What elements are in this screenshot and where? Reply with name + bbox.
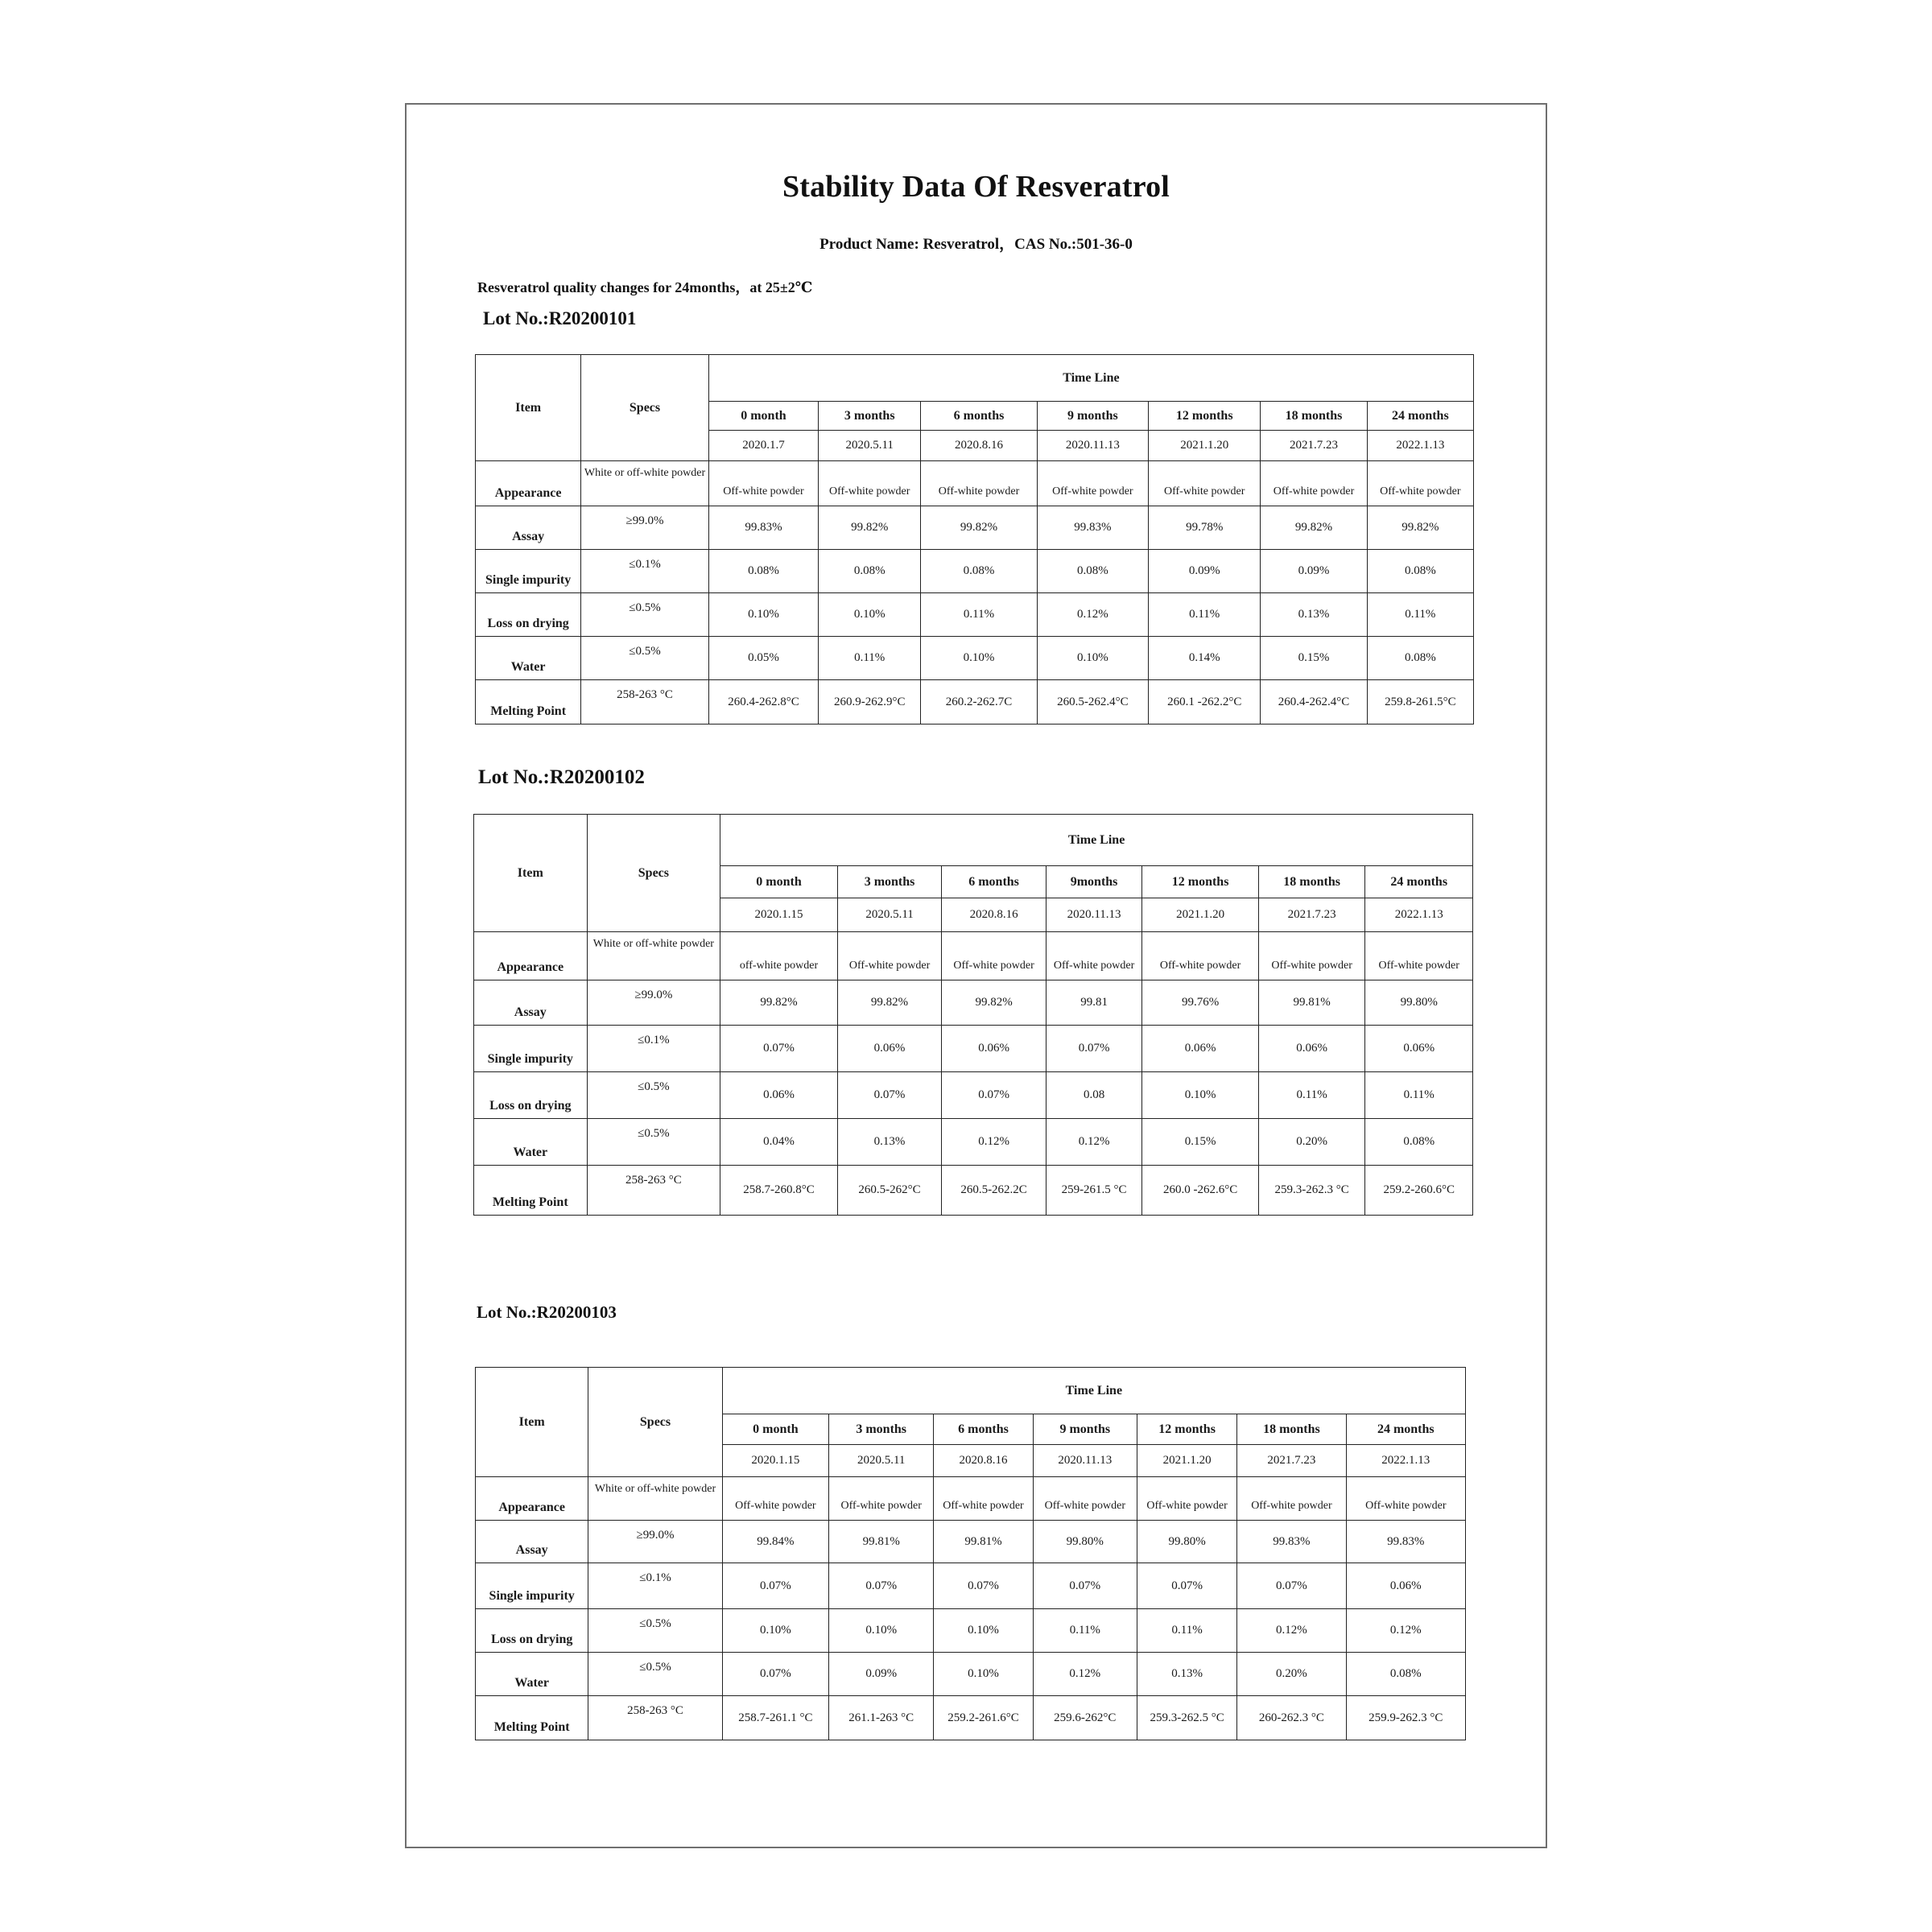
spec-water: ≤0.5% [581, 637, 709, 680]
test-date: 2020.1.15 [722, 1445, 828, 1477]
month-header: 24 months [1367, 402, 1473, 431]
value-single-impurity: 0.07% [829, 1563, 934, 1609]
row-label-single-impurity: Single impurity [476, 1563, 588, 1609]
month-header: 6 months [942, 866, 1046, 898]
test-date: 2020.8.16 [942, 898, 1046, 932]
value-melting-point: 258.7-260.8°C [720, 1166, 838, 1216]
month-header: 18 months [1261, 402, 1367, 431]
test-date: 2021.7.23 [1258, 898, 1365, 932]
test-date: 2020.11.13 [1037, 431, 1148, 461]
test-date: 2021.7.23 [1261, 431, 1367, 461]
row-label-appearance: Appearance [476, 461, 581, 506]
spec-melting-point: 258-263 °C [587, 1166, 720, 1216]
value-appearance: Off-white powder [708, 461, 818, 506]
row-label-loss-on-drying: Loss on drying [474, 1072, 588, 1119]
value-melting-point: 259-261.5 °C [1046, 1166, 1141, 1216]
spec-melting-point: 258-263 °C [588, 1696, 722, 1740]
value-water: 0.10% [921, 637, 1037, 680]
value-loss-on-drying: 0.11% [1033, 1609, 1137, 1653]
value-melting-point: 260.4-262.8°C [708, 680, 818, 724]
water-row [476, 1653, 1466, 1696]
value-assay: 99.83% [708, 506, 818, 550]
test-date: 2021.1.20 [1142, 898, 1259, 932]
value-appearance: Off-white powder [1365, 932, 1473, 980]
value-loss-on-drying: 0.10% [819, 593, 921, 637]
value-appearance: Off-white powder [1367, 461, 1473, 506]
value-water: 0.11% [819, 637, 921, 680]
value-loss-on-drying: 0.06% [720, 1072, 838, 1119]
value-water: 0.08% [1367, 637, 1473, 680]
value-appearance: Off-white powder [1149, 461, 1261, 506]
value-water: 0.12% [942, 1119, 1046, 1166]
row-label-water: Water [476, 1653, 588, 1696]
month-header: 12 months [1149, 402, 1261, 431]
row-label-melting-point: Melting Point [476, 680, 581, 724]
value-loss-on-drying: 0.10% [829, 1609, 934, 1653]
test-date: 2020.8.16 [934, 1445, 1033, 1477]
month-header: 6 months [934, 1414, 1033, 1445]
value-melting-point: 260.5-262.2C [942, 1166, 1046, 1216]
value-melting-point: 259.8-261.5°C [1367, 680, 1473, 724]
appearance-row [474, 932, 1473, 980]
product-line: Product Name: Resveratrol，CAS No.:501-36-0 [819, 236, 1133, 253]
value-water: 0.07% [722, 1653, 828, 1696]
value-water: 0.10% [934, 1653, 1033, 1696]
value-appearance: Off-white powder [1261, 461, 1367, 506]
value-melting-point: 260.5-262.4°C [1037, 680, 1148, 724]
value-single-impurity: 0.08% [1037, 550, 1148, 593]
test-date: 2020.1.15 [720, 898, 838, 932]
timeline-header: Time Line [720, 815, 1473, 866]
value-loss-on-drying: 0.07% [837, 1072, 942, 1119]
value-water: 0.13% [1137, 1653, 1236, 1696]
value-melting-point: 259.9-262.3 °C [1346, 1696, 1465, 1740]
value-appearance: Off-white powder [1046, 932, 1141, 980]
value-assay: 99.81% [829, 1521, 934, 1563]
month-header: 0 month [708, 402, 818, 431]
value-appearance: Off-white powder [1237, 1477, 1346, 1521]
value-single-impurity: 0.08% [708, 550, 818, 593]
test-date: 2021.1.20 [1149, 431, 1261, 461]
spec-appearance: White or off-white powder [587, 932, 720, 980]
spec-water: ≤0.5% [588, 1653, 722, 1696]
value-assay: 99.81% [934, 1521, 1033, 1563]
row-label-water: Water [476, 637, 581, 680]
value-melting-point: 259.6-262°C [1033, 1696, 1137, 1740]
loss-on-drying-row [476, 1609, 1466, 1653]
value-assay: 99.82% [921, 506, 1037, 550]
specs-header: Specs [587, 815, 720, 932]
test-date: 2020.8.16 [921, 431, 1037, 461]
value-loss-on-drying: 0.12% [1037, 593, 1148, 637]
month-header: 9 months [1033, 1414, 1137, 1445]
test-date: 2020.11.13 [1033, 1445, 1137, 1477]
stability-table-lot-2 [473, 814, 1473, 1216]
value-water: 0.20% [1258, 1119, 1365, 1166]
value-water: 0.12% [1046, 1119, 1141, 1166]
value-single-impurity: 0.06% [942, 1026, 1046, 1072]
month-header: 18 months [1258, 866, 1365, 898]
value-single-impurity: 0.08% [819, 550, 921, 593]
value-loss-on-drying: 0.11% [1149, 593, 1261, 637]
month-header: 0 month [720, 866, 838, 898]
value-loss-on-drying: 0.12% [1346, 1609, 1465, 1653]
value-loss-on-drying: 0.11% [1137, 1609, 1236, 1653]
spec-assay: ≥99.0% [588, 1521, 722, 1563]
stability-table-lot-1 [475, 354, 1474, 724]
value-melting-point: 259.3-262.3 °C [1258, 1166, 1365, 1216]
month-header: 3 months [819, 402, 921, 431]
spec-assay: ≥99.0% [581, 506, 709, 550]
row-label-assay: Assay [476, 1521, 588, 1563]
value-melting-point: 259.2-260.6°C [1365, 1166, 1473, 1216]
value-assay: 99.82% [1261, 506, 1367, 550]
value-single-impurity: 0.07% [1033, 1563, 1137, 1609]
timeline-header: Time Line [708, 355, 1473, 402]
row-label-single-impurity: Single impurity [474, 1026, 588, 1072]
single-impurity-row [474, 1026, 1473, 1072]
spec-single-impurity: ≤0.1% [588, 1563, 722, 1609]
value-water: 0.05% [708, 637, 818, 680]
value-single-impurity: 0.06% [837, 1026, 942, 1072]
row-label-loss-on-drying: Loss on drying [476, 1609, 588, 1653]
appearance-row [476, 1477, 1466, 1521]
test-date: 2021.1.20 [1137, 1445, 1236, 1477]
value-water: 0.10% [1037, 637, 1148, 680]
value-assay: 99.80% [1365, 980, 1473, 1026]
value-assay: 99.82% [942, 980, 1046, 1026]
month-header: 18 months [1237, 1414, 1346, 1445]
spec-melting-point: 258-263 °C [581, 680, 709, 724]
value-loss-on-drying: 0.11% [1367, 593, 1473, 637]
melting-point-row [476, 1696, 1466, 1740]
lot-label-1: Lot No.:R20200101 [483, 308, 637, 328]
row-label-single-impurity: Single impurity [476, 550, 581, 593]
value-water: 0.12% [1033, 1653, 1137, 1696]
value-water: 0.14% [1149, 637, 1261, 680]
specs-header: Specs [588, 1368, 722, 1477]
value-assay: 99.82% [1367, 506, 1473, 550]
value-water: 0.15% [1261, 637, 1367, 680]
row-label-melting-point: Melting Point [476, 1696, 588, 1740]
value-melting-point: 260.1 -262.2°C [1149, 680, 1261, 724]
value-loss-on-drying: 0.07% [942, 1072, 1046, 1119]
value-assay: 99.80% [1033, 1521, 1137, 1563]
value-melting-point: 260.5-262°C [837, 1166, 942, 1216]
value-assay: 99.81% [1258, 980, 1365, 1026]
value-assay: 99.76% [1142, 980, 1259, 1026]
intro-text: Resveratrol quality changes for 24months，at 25±2℃ [477, 279, 813, 295]
test-date: 2020.5.11 [829, 1445, 934, 1477]
value-assay: 99.83% [1237, 1521, 1346, 1563]
row-label-melting-point: Melting Point [474, 1166, 588, 1216]
test-date: 2022.1.13 [1365, 898, 1473, 932]
month-header: 12 months [1137, 1414, 1236, 1445]
appearance-row [476, 461, 1474, 506]
melting-point-row [474, 1166, 1473, 1216]
single-impurity-row [476, 550, 1474, 593]
value-melting-point: 260-262.3 °C [1237, 1696, 1346, 1740]
water-row [474, 1119, 1473, 1166]
item-header: Item [476, 355, 581, 461]
value-melting-point: 258.7-261.1 °C [722, 1696, 828, 1740]
value-water: 0.15% [1142, 1119, 1259, 1166]
value-appearance: Off-white powder [1033, 1477, 1137, 1521]
month-header: 6 months [921, 402, 1037, 431]
value-loss-on-drying: 0.11% [1258, 1072, 1365, 1119]
row-label-water: Water [474, 1119, 588, 1166]
value-loss-on-drying: 0.11% [1365, 1072, 1473, 1119]
value-loss-on-drying: 0.11% [921, 593, 1037, 637]
spec-assay: ≥99.0% [587, 980, 720, 1026]
value-water: 0.13% [837, 1119, 942, 1166]
value-assay: 99.82% [720, 980, 838, 1026]
value-melting-point: 261.1-263 °C [829, 1696, 934, 1740]
value-melting-point: 260.0 -262.6°C [1142, 1166, 1259, 1216]
value-loss-on-drying: 0.13% [1261, 593, 1367, 637]
value-loss-on-drying: 0.10% [708, 593, 818, 637]
value-assay: 99.84% [722, 1521, 828, 1563]
value-appearance: Off-white powder [1037, 461, 1148, 506]
value-melting-point: 260.2-262.7C [921, 680, 1037, 724]
lot-label-2: Lot No.:R20200102 [478, 766, 645, 788]
value-loss-on-drying: 0.10% [722, 1609, 828, 1653]
value-single-impurity: 0.09% [1261, 550, 1367, 593]
value-appearance: Off-white powder [1346, 1477, 1465, 1521]
value-single-impurity: 0.07% [722, 1563, 828, 1609]
value-melting-point: 260.4-262.4°C [1261, 680, 1367, 724]
value-appearance: Off-white powder [1258, 932, 1365, 980]
month-header: 24 months [1365, 866, 1473, 898]
value-melting-point: 260.9-262.9°C [819, 680, 921, 724]
value-single-impurity: 0.07% [1137, 1563, 1236, 1609]
assay-row [476, 1521, 1466, 1563]
month-header: 0 month [722, 1414, 828, 1445]
value-loss-on-drying: 0.08 [1046, 1072, 1141, 1119]
spec-loss-on-drying: ≤0.5% [588, 1609, 722, 1653]
row-label-loss-on-drying: Loss on drying [476, 593, 581, 637]
value-appearance: Off-white powder [934, 1477, 1033, 1521]
value-water: 0.08% [1365, 1119, 1473, 1166]
assay-row [476, 506, 1474, 550]
test-date: 2020.5.11 [819, 431, 921, 461]
row-label-assay: Assay [476, 506, 581, 550]
month-header: 9 months [1037, 402, 1148, 431]
specs-header: Specs [581, 355, 709, 461]
spec-loss-on-drying: ≤0.5% [587, 1072, 720, 1119]
assay-row [474, 980, 1473, 1026]
value-single-impurity: 0.06% [1258, 1026, 1365, 1072]
document-page [405, 103, 1547, 1848]
value-assay: 99.82% [837, 980, 942, 1026]
value-water: 0.20% [1237, 1653, 1346, 1696]
row-label-appearance: Appearance [476, 1477, 588, 1521]
row-label-appearance: Appearance [474, 932, 588, 980]
water-row [476, 637, 1474, 680]
spec-appearance: White or off-white powder [581, 461, 709, 506]
value-single-impurity: 0.09% [1149, 550, 1261, 593]
lot-label-3: Lot No.:R20200103 [477, 1302, 617, 1322]
loss-on-drying-row [476, 593, 1474, 637]
value-loss-on-drying: 0.10% [1142, 1072, 1259, 1119]
month-header: 3 months [837, 866, 942, 898]
melting-point-row [476, 680, 1474, 724]
test-date: 2020.5.11 [837, 898, 942, 932]
single-impurity-row [476, 1563, 1466, 1609]
value-loss-on-drying: 0.10% [934, 1609, 1033, 1653]
document-title: Stability Data Of Resveratrol [782, 170, 1170, 204]
value-melting-point: 259.2-261.6°C [934, 1696, 1033, 1740]
value-appearance: Off-white powder [1137, 1477, 1236, 1521]
value-loss-on-drying: 0.12% [1237, 1609, 1346, 1653]
test-date: 2020.11.13 [1046, 898, 1141, 932]
value-appearance: Off-white powder [1142, 932, 1259, 980]
spec-single-impurity: ≤0.1% [581, 550, 709, 593]
value-single-impurity: 0.07% [1046, 1026, 1141, 1072]
item-header: Item [474, 815, 588, 932]
value-water: 0.04% [720, 1119, 838, 1166]
value-assay: 99.81 [1046, 980, 1141, 1026]
month-header: 24 months [1346, 1414, 1465, 1445]
value-single-impurity: 0.06% [1365, 1026, 1473, 1072]
value-single-impurity: 0.08% [921, 550, 1037, 593]
value-single-impurity: 0.06% [1142, 1026, 1259, 1072]
value-appearance: Off-white powder [921, 461, 1037, 506]
spec-single-impurity: ≤0.1% [587, 1026, 720, 1072]
value-single-impurity: 0.06% [1346, 1563, 1465, 1609]
value-water: 0.09% [829, 1653, 934, 1696]
test-date: 2022.1.13 [1367, 431, 1473, 461]
value-appearance: Off-white powder [722, 1477, 828, 1521]
value-single-impurity: 0.07% [720, 1026, 838, 1072]
item-header: Item [476, 1368, 588, 1477]
value-assay: 99.78% [1149, 506, 1261, 550]
value-assay: 99.83% [1346, 1521, 1465, 1563]
value-assay: 99.80% [1137, 1521, 1236, 1563]
spec-appearance: White or off-white powder [588, 1477, 722, 1521]
spec-water: ≤0.5% [587, 1119, 720, 1166]
test-date: 2020.1.7 [708, 431, 818, 461]
value-appearance: off-white powder [720, 932, 838, 980]
value-assay: 99.82% [819, 506, 921, 550]
timeline-header: Time Line [722, 1368, 1465, 1414]
stability-table-lot-3 [475, 1367, 1466, 1740]
value-appearance: Off-white powder [819, 461, 921, 506]
test-date: 2021.7.23 [1237, 1445, 1346, 1477]
month-header: 9months [1046, 866, 1141, 898]
value-single-impurity: 0.07% [934, 1563, 1033, 1609]
value-appearance: Off-white powder [829, 1477, 934, 1521]
value-appearance: Off-white powder [942, 932, 1046, 980]
value-appearance: Off-white powder [837, 932, 942, 980]
value-single-impurity: 0.08% [1367, 550, 1473, 593]
month-header: 3 months [829, 1414, 934, 1445]
value-single-impurity: 0.07% [1237, 1563, 1346, 1609]
loss-on-drying-row [474, 1072, 1473, 1119]
row-label-assay: Assay [474, 980, 588, 1026]
value-melting-point: 259.3-262.5 °C [1137, 1696, 1236, 1740]
value-water: 0.08% [1346, 1653, 1465, 1696]
month-header: 12 months [1142, 866, 1259, 898]
test-date: 2022.1.13 [1346, 1445, 1465, 1477]
value-assay: 99.83% [1037, 506, 1148, 550]
spec-loss-on-drying: ≤0.5% [581, 593, 709, 637]
